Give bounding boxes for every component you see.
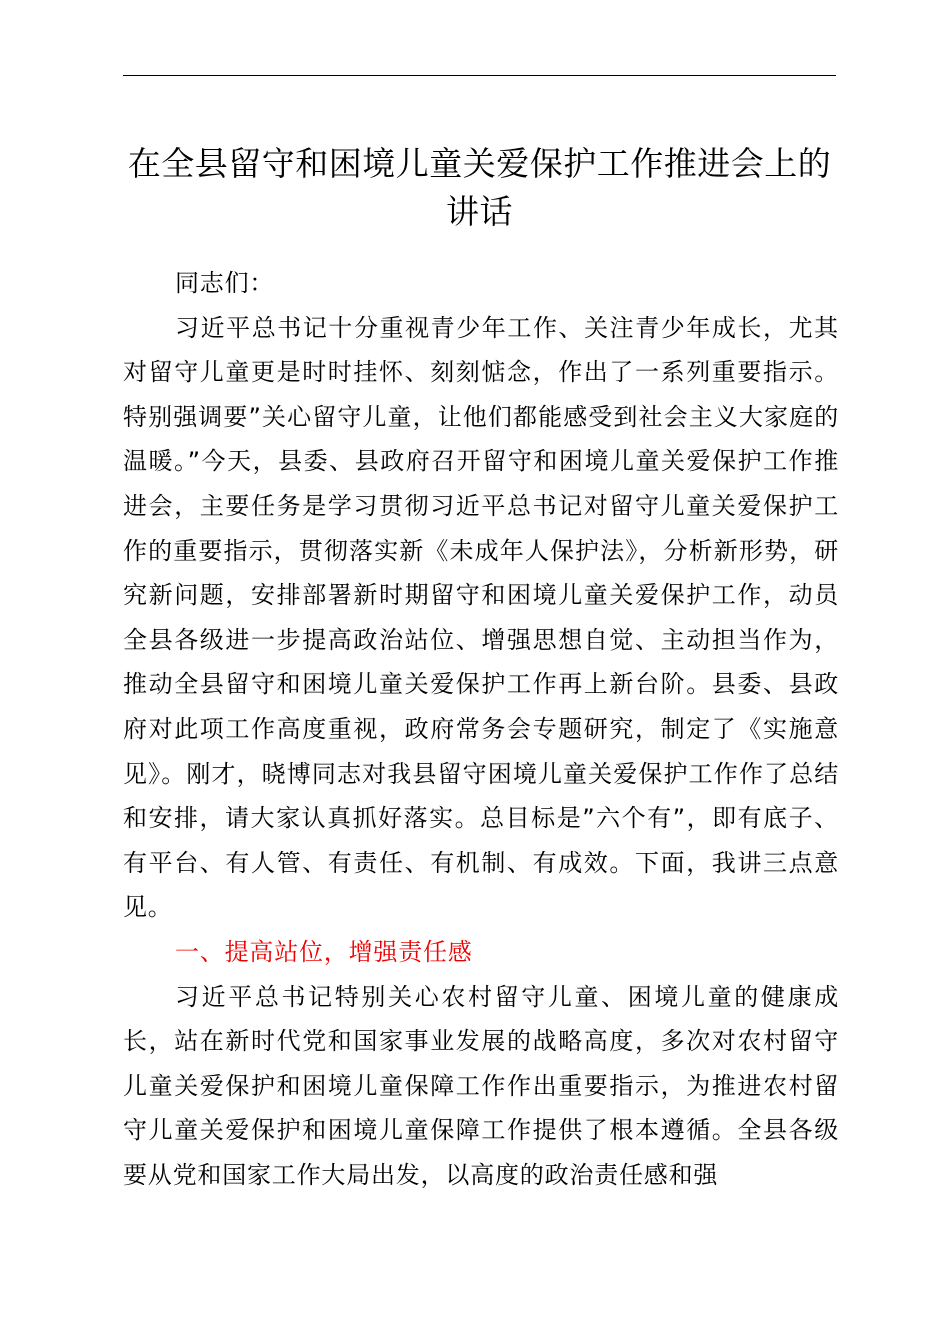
salutation: 同志们：	[175, 269, 275, 297]
document-title: 在全县留守和困境儿童关爱保护工作推进会上的讲话	[127, 144, 832, 231]
header-rule	[123, 75, 836, 76]
section-paragraph: 习近平总书记特别关心农村留守儿童、困境儿童的健康成长，站在新时代党和国家事业发展的战略高度，多次对农村留守儿童关爱保护和困境儿童保障工作作出重要指示，为推进农村留守儿童关爱保护和困境儿童保障工作提供了根本遵循。全县各级要从党和国家工作大局出发，以高度的政治责任感和强	[123, 982, 839, 1189]
document-body	[123, 261, 839, 1197]
intro-paragraph: 习近平总书记十分重视青少年工作、关注青少年成长，尤其对留守儿童更是时时挂怀、刻刻惦念，作出了一系列重要指示。特别强调要”关心留守儿童，让他们都能感受到社会主义大家庭的温暖。”今天，县委、县政府召开留守和困境儿童关爱保护工作推进会，主要任务是学习贯彻习近平总书记对留守儿童关爱保护工作的重要指示，贯彻落实新《未成年人保护法》，分析新形势，研究新问题，安排部署新时期留守和困境儿童关爱保护工作，动员全县各级进一步提高政治站位、增强思想自觉、主动担当作为，推动全县留守和困境儿童关爱保护工作再上新台阶。县委、县政府对此项工作高度重视，政府常务会专题研究，制定了《实施意见》。刚才，晓博同志对我县留守困境儿童关爱保护工作作了总结和安排，请大家认真抓好落实。总目标是”六个有”，即有底子、有平台、有人管、有责任、有机制、有成效。下面，我讲三点意见。	[123, 313, 839, 922]
section-heading: 一、提高站位，增强责任感	[175, 937, 473, 966]
